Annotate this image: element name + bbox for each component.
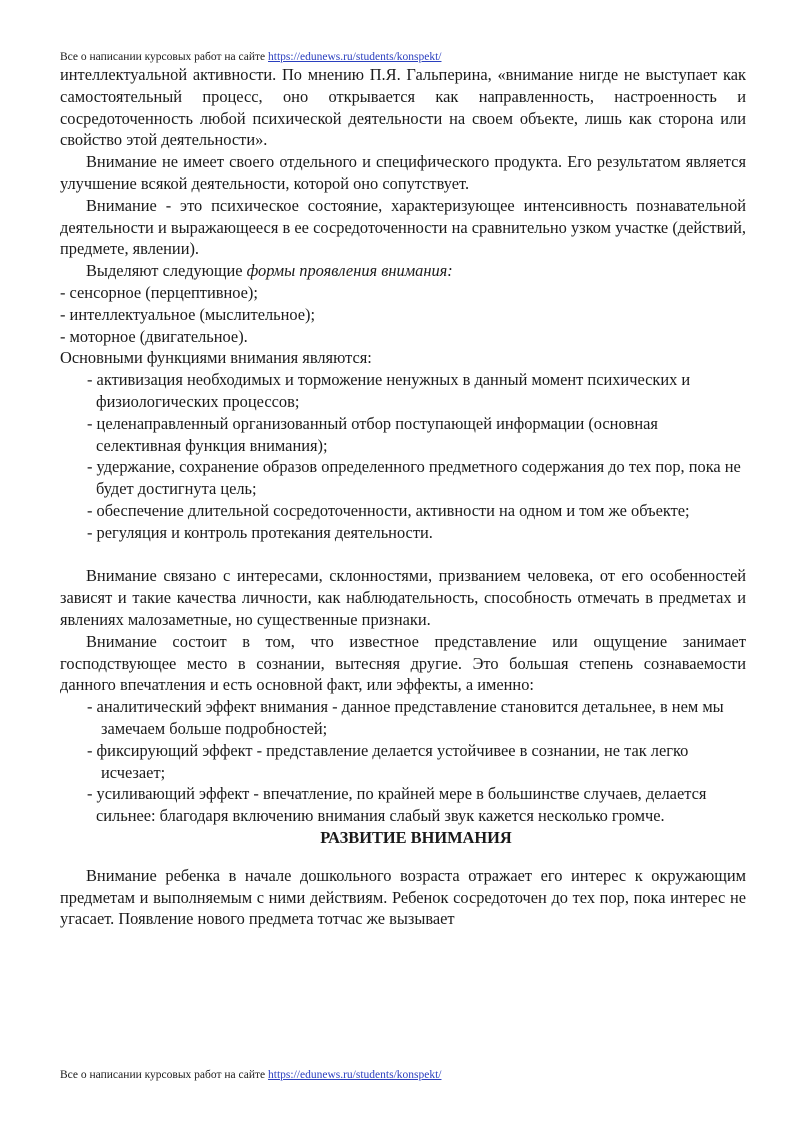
paragraph-1: интеллектуальной активности. По мнению П.Я. Гальперина, «внимание нигде не выступает как самостоятельный процесс, оно открывается как направленность, настроенность и сосредоточенность любой психической деятельности на своем объекте, лишь как сторона или свойство этой деятельности». bbox=[60, 65, 746, 150]
spacer bbox=[60, 544, 746, 566]
forms-intro-text: Выделяют следующие bbox=[86, 261, 247, 281]
paragraph-5: Внимание состоит в том, что известное представление или ощущение занимает господствующее место в сознании, вытесняя другие. Это большая степень сознаваемости данного впечатления и есть основной факт, или эффекты, а именно: bbox=[60, 631, 746, 695]
paragraph-6: Внимание ребенка в начале дошкольного возраста отражает его интерес к окружающим предметам и выполняемым с ними действиям. Ребенок сосредоточен до тех пор, пока интерес не угасает. Появление нового предмета тотчас же вызывает bbox=[60, 865, 746, 929]
page-footer bbox=[60, 1069, 441, 1081]
forms-intro bbox=[60, 260, 746, 282]
list-item: - аналитический эффект внимания - данное представление становится детальнее, в нем мы замечаем больше подробностей; bbox=[87, 697, 724, 738]
paragraph-4: Внимание связано с интересами, склонностями, призванием человека, от его особенностей зависят и такие качества личности, как наблюдательность, способность отмечать в предметах и явлениях малозаметные, но существенные признаки. bbox=[60, 566, 746, 629]
list-item: - удержание, сохранение образов определенного предметного содержания до тех пор, пока не будет достигнута цель; bbox=[87, 457, 741, 499]
paragraph-2: Внимание не имеет своего отдельного и специфического продукта. Его результатом является улучшение всякой деятельности, которой оно сопутствует. bbox=[60, 152, 746, 193]
footer-text: Все о написании курсовых работ на сайте bbox=[60, 1069, 269, 1081]
list-item: - фиксирующий эффект - представление делается устойчивее в сознании, не так легко исчезает; bbox=[87, 740, 689, 782]
list-item: - моторное (двигательное). bbox=[60, 326, 248, 346]
header-text: Все о написании курсовых работ на сайте bbox=[60, 51, 269, 63]
list-item: - обеспечение длительной сосредоточенности, активности на одном и том же объекте; bbox=[87, 500, 690, 520]
list-item: - регуляция и контроль протекания деятельности. bbox=[87, 522, 433, 542]
document-body bbox=[60, 64, 746, 930]
list-item: - сенсорное (перцептивное); bbox=[60, 282, 258, 302]
forms-intro-italic: формы проявления внимания: bbox=[246, 261, 453, 281]
header-link[interactable]: https://edunews.ru/students/konspekt/ bbox=[268, 51, 442, 63]
functions-intro: Основными функциями внимания являются: bbox=[60, 348, 372, 368]
section-heading: РАЗВИТИЕ ВНИМАНИЯ bbox=[320, 827, 512, 847]
list-item: - интеллектуальное (мыслительное); bbox=[60, 304, 316, 324]
list-item: - усиливающий эффект - впечатление, по крайней мере в большинстве случаев, делается сильнее: благодаря включению внимания слабый звук кажется несколько громче. bbox=[87, 784, 707, 826]
list-item: - целенаправленный организованный отбор поступающей информации (основная селективная функция внимания); bbox=[87, 413, 658, 455]
list-item: - активизация необходимых и торможение ненужных в данный момент психических и физиологических процессов; bbox=[87, 370, 691, 411]
paragraph-3: Внимание - это психическое состояние, характеризующее интенсивность познавательной деятельности и выражающееся в ее сосредоточенности на сравнительно узком участке (действий, предмете, явлении). bbox=[60, 195, 746, 259]
footer-link[interactable]: https://edunews.ru/students/konspekt/ bbox=[268, 1069, 442, 1081]
page-header bbox=[60, 51, 441, 63]
